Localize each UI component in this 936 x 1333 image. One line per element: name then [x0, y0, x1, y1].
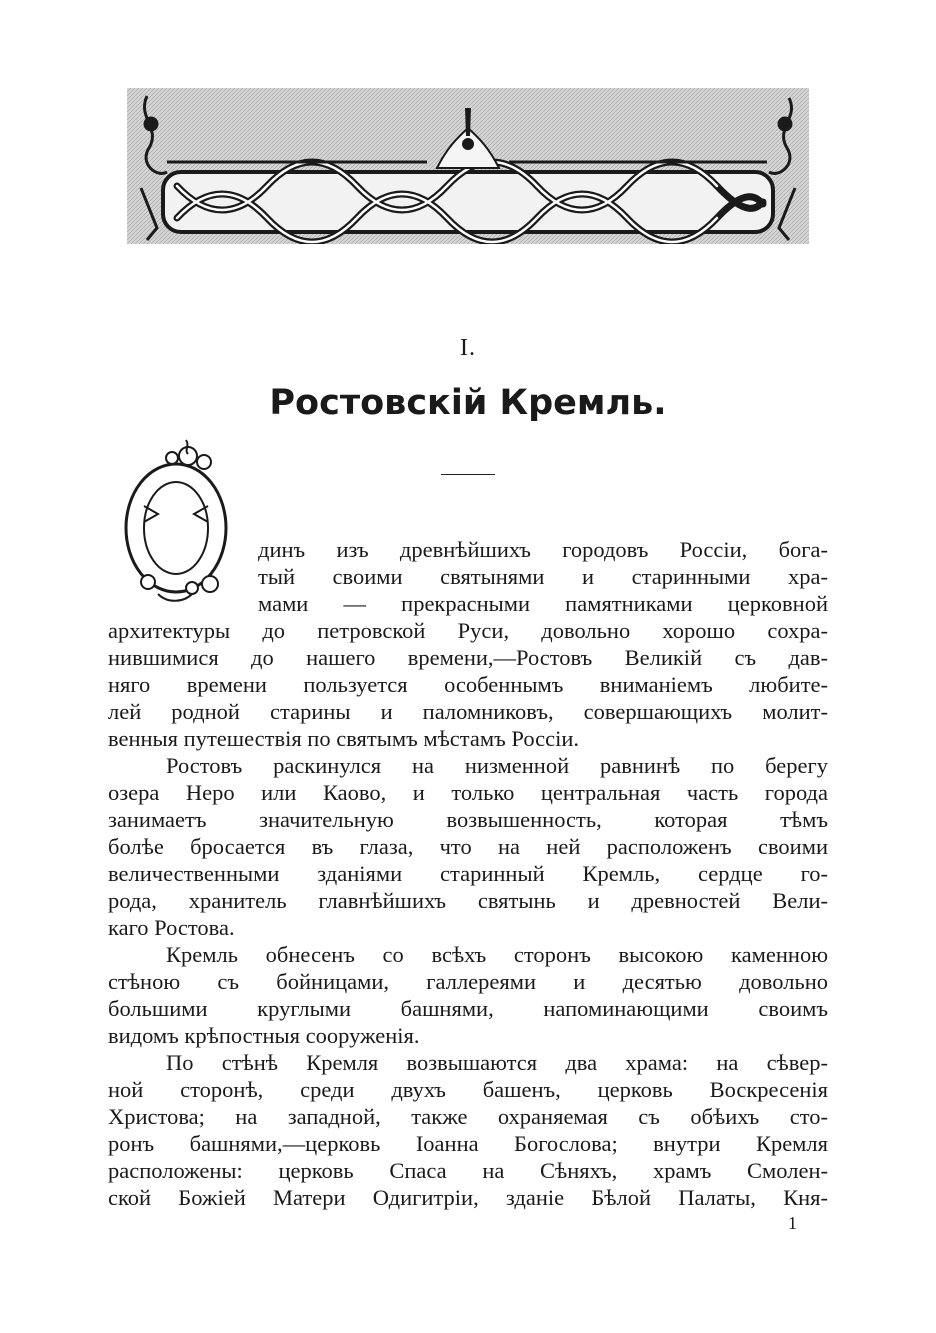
text-line: Ростовъ раскинулся на низменной равнинѣ по берегу [166, 753, 828, 778]
body-text [108, 536, 828, 1211]
text-line: ронъ башнями,—церковь Іоанна Богослова; внутри Кремля [108, 1131, 828, 1156]
text-line: Христова; на западной, также охраняемая съ обѣихъ сто- [108, 1104, 828, 1129]
text-line: каго Ростова. [108, 915, 235, 940]
title-divider [441, 474, 495, 475]
text-line: рода, хранитель главнѣйшихъ святынь и древностей Вели- [108, 888, 828, 913]
text-line: По стѣнѣ Кремля возвышаются два храма: на сѣвер- [166, 1050, 828, 1075]
text-line: озера Неро или Каово, и только центральная часть города [108, 780, 828, 805]
text-line: расположены: церковь Спаса на Сѣняхъ, храмъ Смолен- [108, 1158, 828, 1183]
text-line: Кремль обнесенъ со всѣхъ сторонъ высокою каменною [166, 942, 828, 967]
text-line: архитектуры до петровской Руси, довольно хорошо сохра- [108, 618, 828, 643]
text-line: большими круглыми башнями, напоминающими своимъ [108, 996, 828, 1021]
paragraph-4 [108, 1049, 828, 1211]
text-line: нившимися до нашего времени,—Ростовъ Великій съ дав- [108, 645, 828, 670]
text-line: стѣною съ бойницами, галлереями и десятью довольно [108, 969, 828, 994]
chapter-title: Ростовскій Кремль. [269, 383, 667, 423]
page-number: 1 [788, 1213, 797, 1233]
text-line: лей родной старины и паломниковъ, совершающихъ молит- [108, 699, 828, 724]
paragraph-1 [108, 536, 828, 752]
text-line: видомъ крѣпостныя сооруженія. [108, 1023, 420, 1048]
text-line: мами — прекрасными памятниками церковной [258, 591, 828, 616]
text-line: ской Божіей Матери Одигитріи, зданіе Бѣлой Палаты, Кня- [108, 1185, 828, 1210]
chapter-number: I. [460, 335, 476, 361]
ornamental-headpiece [127, 88, 809, 244]
paragraph-3 [108, 941, 828, 1049]
text-line: венныя путешествія по святымъ мѣстамъ Россіи. [108, 726, 580, 751]
text-line: занимаетъ значительную возвышенность, которая тѣмъ [108, 807, 828, 832]
text-line: ной сторонѣ, среди двухъ башенъ, церковь Воскресенія [108, 1077, 828, 1102]
text-line: величественными зданіями старинный Кремль, сердце го- [108, 861, 828, 886]
text-line: динъ изъ древнѣйшихъ городовъ Россіи, бога- [258, 537, 828, 562]
text-line: няго времени пользуется особеннымъ вниманіемъ любите- [108, 672, 828, 697]
text-line: болѣе бросается въ глаза, что на ней расположенъ своими [108, 834, 828, 859]
initial-letter: О [175, 544, 177, 545]
text-line: тый своими святынями и старинными хра- [258, 564, 828, 589]
paragraph-2 [108, 752, 828, 941]
